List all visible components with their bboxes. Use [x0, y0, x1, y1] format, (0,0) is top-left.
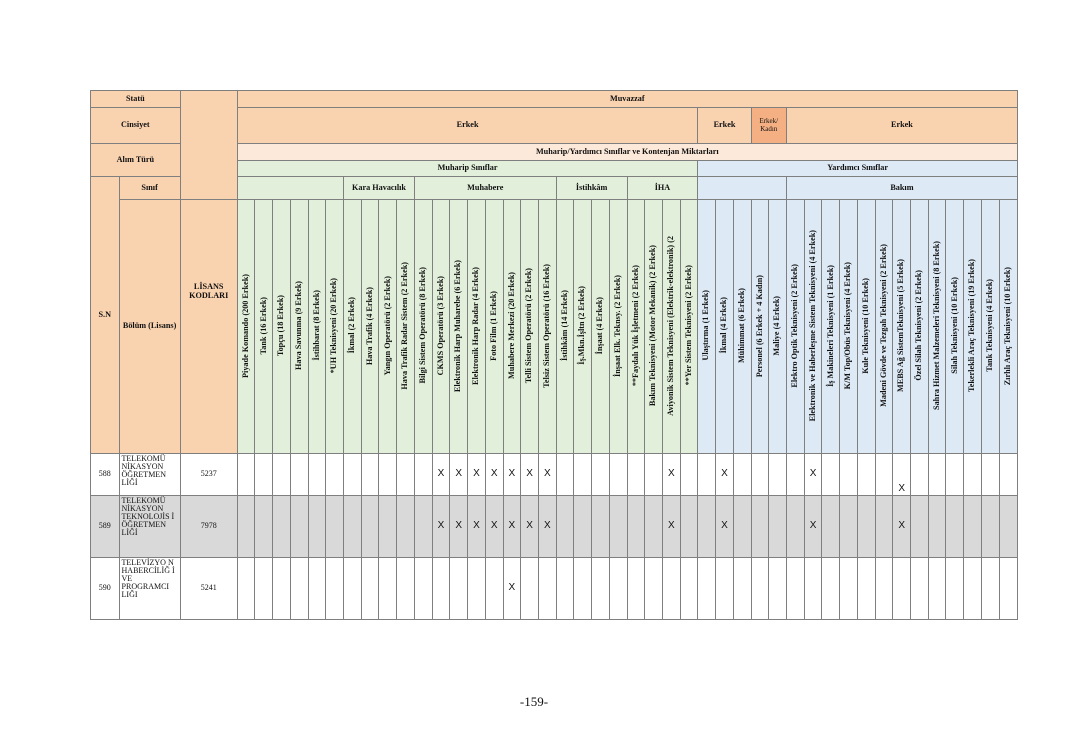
column-header-label: Ulaştırma (1 Erkek) [701, 290, 711, 361]
column-header-label: **Faydalı Yük İşletmeni (2 Erkek) [630, 265, 640, 387]
column-header-label: Zırhlı Araç Teknisyeni (10 Erkek) [1002, 266, 1012, 385]
row-mark-cell: X [485, 454, 503, 496]
row-mark-cell [379, 558, 397, 620]
row-mark-cell: X [804, 454, 822, 496]
row-mark-cell [609, 454, 627, 496]
column-header-label: Kule Teknisyeni (10 Erkek) [860, 277, 870, 374]
column-header-0 [237, 200, 255, 454]
row-mark-cell [397, 558, 415, 620]
row-mark-cell [592, 454, 610, 496]
row-mark-cell [645, 496, 663, 558]
column-header-32 [804, 200, 822, 454]
row-mark-cell [804, 558, 822, 620]
column-header-31 [787, 200, 805, 454]
row-mark-cell [698, 454, 716, 496]
row-mark-cell: X [503, 496, 521, 558]
row-mark-cell [875, 496, 893, 558]
column-header-22 [627, 200, 645, 454]
column-header-label: Elektronik ve Haberleşme Sistem Teknisyeni (4 Erkek) [807, 230, 817, 422]
column-header-35 [857, 200, 875, 454]
row-mark-cell: X [503, 454, 521, 496]
column-header-label: Piyade Komando (200 Erkek) [240, 273, 250, 378]
row-mark-cell [964, 496, 982, 558]
column-header-label: İnşaat Elk. Teknsy. (2 Erkek) [612, 274, 622, 377]
row-mark-cell [308, 558, 326, 620]
column-header-label: Elektronik Harp Radar (4 Erkek) [471, 266, 481, 385]
iha-header: İHA [627, 177, 698, 200]
row-mark-cell [680, 454, 698, 496]
row-mark-cell [592, 558, 610, 620]
row-mark-cell [751, 496, 769, 558]
muvazzaf-header: Muvazzaf [237, 91, 1017, 108]
row-mark-cell [273, 496, 291, 558]
column-header-label: İstihkâm (14 Erkek) [559, 290, 569, 362]
row-bolum: TELEKOMÜ NİKASYON ÖĞRETMEN LİĞİ [119, 454, 180, 496]
row-mark-cell: X [450, 454, 468, 496]
table-row [91, 558, 1018, 620]
row-mark-cell [556, 454, 574, 496]
row-mark-cell [822, 454, 840, 496]
row-mark-cell [521, 558, 539, 620]
statu-header: Statü [91, 91, 181, 108]
quota-table [90, 90, 1018, 620]
bolum-header: Bölüm (Lisans) [119, 200, 180, 454]
column-header-19 [574, 200, 592, 454]
row-mark-cell: X [538, 454, 556, 496]
column-header-36 [875, 200, 893, 454]
column-header-11 [432, 200, 450, 454]
row-mark-cell [290, 454, 308, 496]
row-mark-cell [787, 454, 805, 496]
column-header-26 [698, 200, 716, 454]
row-mark-cell [946, 558, 964, 620]
column-header-label: **Yer Sistem Teknisyeni (2 Erkek) [683, 265, 693, 386]
column-header-label: MEBS Ağ SistemTeknisyeni (5 Erkek) [896, 259, 906, 393]
row-mark-cell: X [538, 496, 556, 558]
row-mark-cell: X [716, 454, 734, 496]
row-mark-cell [538, 558, 556, 620]
column-header-label: Tekerlekli Araç Teknisyeni (19 Erkek) [967, 259, 977, 393]
column-header-30 [769, 200, 787, 454]
column-header-label: İstihbarat (8 Erkek) [311, 290, 321, 361]
row-mark-cell [875, 558, 893, 620]
row-mark-cell [574, 454, 592, 496]
column-header-33 [822, 200, 840, 454]
column-header-12 [450, 200, 468, 454]
column-header-label: Bilgi Sistem Operatörü (8 Erkek) [417, 267, 427, 384]
column-header-43 [999, 200, 1017, 454]
column-header-8 [379, 200, 397, 454]
row-mark-cell [308, 496, 326, 558]
row-mark-cell [627, 496, 645, 558]
column-header-34 [840, 200, 858, 454]
row-mark-cell [999, 496, 1017, 558]
column-header-label: İş Makineleri Teknisyeni (1 Erkek) [825, 264, 835, 387]
column-header-25 [680, 200, 698, 454]
column-header-4 [308, 200, 326, 454]
column-header-9 [397, 200, 415, 454]
row-lisans-kodu: 5237 [180, 454, 237, 496]
row-lisans-kodu: 7978 [180, 496, 237, 558]
column-header-label: K/M Top/Obüs Teknisyeni (4 Erkek) [843, 261, 853, 390]
row-mark-cell [698, 496, 716, 558]
column-header-label: CKMS Operatörü (3 Erkek) [435, 276, 445, 376]
row-mark-cell [911, 496, 929, 558]
row-mark-cell [556, 496, 574, 558]
column-header-21 [609, 200, 627, 454]
row-mark-cell [769, 454, 787, 496]
group-blank-blue [698, 177, 787, 200]
row-mark-cell [733, 558, 751, 620]
row-mark-cell: X [432, 454, 450, 496]
row-mark-cell [361, 454, 379, 496]
gender-erkek-kadin: Erkek/ Kadın [751, 108, 786, 144]
row-mark-cell [326, 558, 344, 620]
column-header-15 [503, 200, 521, 454]
row-mark-cell [414, 496, 432, 558]
row-mark-cell [928, 454, 946, 496]
cinsiyet-header: Cinsiyet [91, 108, 181, 144]
lisans-kodlari-header-top [180, 91, 237, 200]
yardimci-siniflar-header: Yardımcı Sınıflar [698, 161, 1017, 177]
row-mark-cell [999, 558, 1017, 620]
row-mark-cell: X [432, 496, 450, 558]
column-header-label: Hava Trafik Radar Sistem (2 Erkek) [400, 261, 410, 390]
column-header-3 [290, 200, 308, 454]
gender-erkek-bakim: Erkek [787, 108, 1018, 144]
row-mark-cell [911, 454, 929, 496]
row-mark-cell [751, 454, 769, 496]
column-header-23 [645, 200, 663, 454]
column-header-label: Maliye (4 Erkek) [772, 295, 782, 356]
row-mark-cell [946, 454, 964, 496]
row-sn: 588 [91, 454, 120, 496]
row-mark-cell [680, 496, 698, 558]
row-mark-cell [857, 558, 875, 620]
column-header-17 [538, 200, 556, 454]
row-mark-cell [698, 558, 716, 620]
sinif-header: Sınıf [119, 177, 180, 200]
column-header-label: Tank (16 Erkek) [258, 296, 268, 355]
row-mark-cell [627, 454, 645, 496]
row-mark-cell [822, 558, 840, 620]
row-mark-cell [893, 558, 911, 620]
row-mark-cell [981, 558, 999, 620]
column-header-5 [326, 200, 344, 454]
column-header-label: *UH Teknisyeni (20 Erkek) [329, 278, 339, 374]
column-header-40 [946, 200, 964, 454]
alim-turu-header: Alım Türü [91, 144, 181, 177]
row-mark-cell [733, 496, 751, 558]
row-mark-cell [326, 496, 344, 558]
row-mark-cell: X [662, 496, 680, 558]
row-mark-cell [769, 558, 787, 620]
row-mark-cell [556, 558, 574, 620]
column-header-label: Hava Trafik (4 Erkek) [364, 286, 374, 365]
row-mark-cell [875, 454, 893, 496]
row-mark-cell [290, 496, 308, 558]
column-header-label: İnşaat (4 Erkek) [595, 297, 605, 355]
row-mark-cell [397, 454, 415, 496]
row-mark-cell [999, 454, 1017, 496]
column-header-28 [733, 200, 751, 454]
row-mark-cell [857, 454, 875, 496]
table-row [91, 496, 1018, 558]
column-header-38 [911, 200, 929, 454]
row-mark-cell [485, 558, 503, 620]
row-mark-cell [237, 496, 255, 558]
row-mark-cell [290, 558, 308, 620]
row-mark-cell [361, 496, 379, 558]
muhabere-header: Muhabere [414, 177, 556, 200]
row-mark-cell [981, 454, 999, 496]
column-header-14 [485, 200, 503, 454]
row-mark-cell [751, 558, 769, 620]
column-header-label: Madeni Gövde ve Tezgah Teknisyeni (2 Erkek) [878, 244, 888, 408]
istihkam-header: İstihkâm [556, 177, 627, 200]
column-header-label: Sahra Hizmet Malzemeleri Teknisyeni (8 Erkek) [931, 241, 941, 411]
row-mark-cell: X [468, 454, 486, 496]
row-mark-cell [946, 496, 964, 558]
row-mark-cell [928, 558, 946, 620]
column-header-label: Elektro Optik Teknisyeni (2 Erkek) [790, 263, 800, 388]
row-mark-cell [733, 454, 751, 496]
column-header-42 [981, 200, 999, 454]
row-mark-cell: X [893, 454, 911, 496]
row-mark-cell [981, 496, 999, 558]
table-row [91, 454, 1018, 496]
row-mark-cell [645, 558, 663, 620]
column-header-37 [893, 200, 911, 454]
row-mark-cell [344, 454, 362, 496]
sn-header: S.N [91, 177, 120, 454]
row-mark-cell [574, 558, 592, 620]
row-mark-cell [662, 558, 680, 620]
column-header-7 [361, 200, 379, 454]
row-mark-cell [379, 454, 397, 496]
row-mark-cell [645, 454, 663, 496]
row-mark-cell [237, 558, 255, 620]
column-header-label: Yangın Operatörü (2 Erkek) [382, 276, 392, 376]
row-mark-cell [450, 558, 468, 620]
row-mark-cell [344, 496, 362, 558]
column-header-label: Hava Savunma (9 Erkek) [293, 281, 303, 371]
row-mark-cell: X [521, 454, 539, 496]
row-mark-cell [716, 558, 734, 620]
muharip-yardimci-header: Muharip/Yardımcı Sınıflar ve Kontenjan Miktarları [237, 144, 1017, 161]
row-mark-cell [255, 558, 273, 620]
row-mark-cell [840, 454, 858, 496]
page-number: -159- [519, 694, 549, 709]
row-sn: 590 [91, 558, 120, 620]
row-mark-cell [344, 558, 362, 620]
row-lisans-kodu: 5241 [180, 558, 237, 620]
column-header-2 [273, 200, 291, 454]
column-header-label: Personel (6 Erkek + 4 Kadın) [754, 274, 764, 377]
row-mark-cell: X [716, 496, 734, 558]
row-mark-cell [822, 496, 840, 558]
column-header-label: Muhabere Merkezi (20 Erkek) [506, 272, 516, 380]
row-mark-cell [273, 454, 291, 496]
column-header-29 [751, 200, 769, 454]
row-mark-cell: X [450, 496, 468, 558]
row-mark-cell [414, 454, 432, 496]
column-header-24 [662, 200, 680, 454]
row-mark-cell [627, 558, 645, 620]
row-mark-cell [379, 496, 397, 558]
column-header-label: Telsiz Sistem Operatörü (16 Erkek) [542, 263, 551, 388]
column-header-label: Telli Sistem Operatörü (2 Erkek) [524, 268, 534, 384]
row-mark-cell: X [485, 496, 503, 558]
column-header-10 [414, 200, 432, 454]
row-mark-cell [680, 558, 698, 620]
column-header-label: İş.Mkn.İşltn (2 Erkek) [577, 286, 587, 366]
column-header-label: Bakım Teknisyeni (Motor Mekanik) (2 Erkek) [648, 245, 658, 407]
row-mark-cell [840, 496, 858, 558]
row-mark-cell [787, 558, 805, 620]
row-mark-cell: X [521, 496, 539, 558]
row-mark-cell: X [893, 496, 911, 558]
column-header-41 [964, 200, 982, 454]
row-mark-cell [273, 558, 291, 620]
column-header-label: Topçu (18 Erkek) [276, 295, 286, 357]
column-header-label: İkmal (2 Erkek) [347, 297, 357, 354]
row-mark-cell [787, 496, 805, 558]
muharip-siniflar-header: Muharip Sınıflar [237, 161, 698, 177]
row-mark-cell [609, 496, 627, 558]
row-mark-cell [609, 558, 627, 620]
row-mark-cell [964, 454, 982, 496]
gender-erkek-lojistik: Erkek [698, 108, 751, 144]
lisans-kodlari-header: LİSANS KODLARI [180, 200, 237, 454]
column-header-20 [592, 200, 610, 454]
row-mark-cell: X [503, 558, 521, 620]
column-header-16 [521, 200, 539, 454]
row-mark-cell [592, 496, 610, 558]
row-mark-cell [911, 558, 929, 620]
row-mark-cell [857, 496, 875, 558]
column-header-39 [928, 200, 946, 454]
row-mark-cell [840, 558, 858, 620]
row-mark-cell [255, 454, 273, 496]
row-mark-cell [361, 558, 379, 620]
column-header-label: Elektronik Harp Muharebe (6 Erkek) [453, 259, 463, 392]
column-header-label: Özel Silah Teknisyeni (2 Erkek) [914, 270, 924, 381]
column-header-13 [468, 200, 486, 454]
group-blank-green [237, 177, 343, 200]
row-mark-cell [397, 496, 415, 558]
column-header-6 [344, 200, 362, 454]
column-header-label: Tank Teknisyeni (4 Erkek) [984, 279, 994, 373]
row-mark-cell [928, 496, 946, 558]
column-header-label: Foto Film (1 Erkek) [488, 290, 498, 361]
column-header-label: Aviyonik Sistem Teknisyeni (Elektrik-elektronik) (2 [666, 235, 676, 416]
gender-erkek-muharip: Erkek [237, 108, 698, 144]
row-mark-cell [964, 558, 982, 620]
column-header-1 [255, 200, 273, 454]
row-mark-cell [769, 496, 787, 558]
row-mark-cell [574, 496, 592, 558]
column-header-label: Mühimmat (6 Erkek) [736, 288, 746, 364]
row-mark-cell [326, 454, 344, 496]
row-mark-cell: X [468, 496, 486, 558]
row-mark-cell: X [804, 496, 822, 558]
column-header-18 [556, 200, 574, 454]
row-sn: 589 [91, 496, 120, 558]
row-mark-cell [414, 558, 432, 620]
column-header-27 [716, 200, 734, 454]
row-bolum: TELEVİZYO N HABERCİLİĞ İ VE PROGRAMCI LIĞI [119, 558, 180, 620]
row-mark-cell [237, 454, 255, 496]
row-mark-cell [255, 496, 273, 558]
kara-havacilik-header: Kara Havacılık [344, 177, 415, 200]
row-mark-cell [432, 558, 450, 620]
column-header-label: Silah Teknisyeni (10 Erkek) [949, 277, 959, 375]
row-mark-cell [308, 454, 326, 496]
column-header-label: İkmal (4 Erkek) [719, 297, 729, 354]
row-bolum: TELEKOMÜ NİKASYON TEKNOLOJİS İ ÖĞRETMEN LİĞİ [119, 496, 180, 558]
row-mark-cell [468, 558, 486, 620]
row-mark-cell: X [662, 454, 680, 496]
bakim-header: Bakım [787, 177, 1018, 200]
